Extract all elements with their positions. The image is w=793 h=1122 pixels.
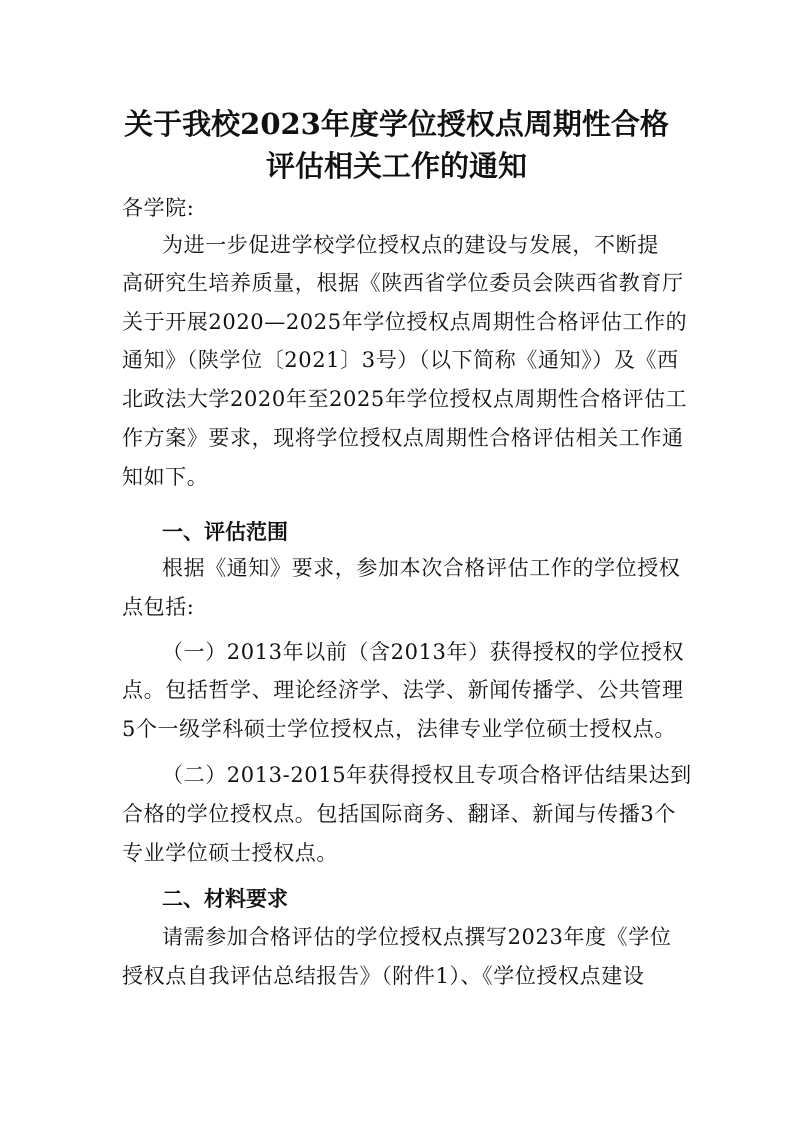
- intro-line: 作方案》要求，现将学位授权点周期性合格评估相关工作通: [122, 426, 684, 450]
- section1-item1-line: （一）2013年以前（含2013年）获得授权的学位授权: [162, 640, 685, 664]
- intro-line: 为进一步促进学校学位授权点的建设与发展，不断提: [162, 233, 659, 257]
- intro-line: 通知》（陕学位〔2021〕3号）（以下简称《通知》）及《西: [122, 348, 679, 372]
- section2-body-line: 请需参加合格评估的学位授权点撰写2023年度《学位: [162, 925, 672, 949]
- intro-line: 北政法大学2020年至2025年学位授权点周期性合格评估工: [122, 387, 688, 411]
- section1-item2-line: （二）2013-2015年获得授权且专项合格评估结果达到: [162, 763, 692, 787]
- salutation: 各学院:: [122, 196, 195, 220]
- section-heading-scope: 一、评估范围: [162, 520, 288, 544]
- section2-body-line: 授权点自我评估总结报告》（附件1）、《学位授权点建设: [122, 964, 645, 988]
- section1-item2-line: 专业学位硕士授权点。: [122, 841, 338, 865]
- section1-body-line: 根据《通知》要求，参加本次合格评估工作的学位授权: [162, 556, 681, 580]
- section1-body-line: 点包括:: [122, 595, 195, 619]
- section1-item2-line: 合格的学位授权点。包括国际商务、翻译、新闻与传播3个: [122, 802, 676, 826]
- intro-line: 知如下。: [122, 465, 209, 489]
- document-title-line-2: 评估相关工作的通知: [265, 149, 527, 183]
- section1-item1-line: 5个一级学科硕士学位授权点，法律专业学位硕士授权点。: [122, 717, 676, 741]
- section1-item1-line: 点。包括哲学、理论经济学、法学、新闻传播学、公共管理: [122, 678, 684, 702]
- intro-line: 关于开展2020—2025年学位授权点周期性合格评估工作的: [122, 310, 688, 334]
- intro-line: 高研究生培养质量，根据《陕西省学位委员会陕西省教育厅: [122, 271, 684, 295]
- section-heading-materials: 二、材料要求: [162, 887, 288, 911]
- document-title-line-1: 关于我校2023年度学位授权点周期性合格: [124, 107, 669, 141]
